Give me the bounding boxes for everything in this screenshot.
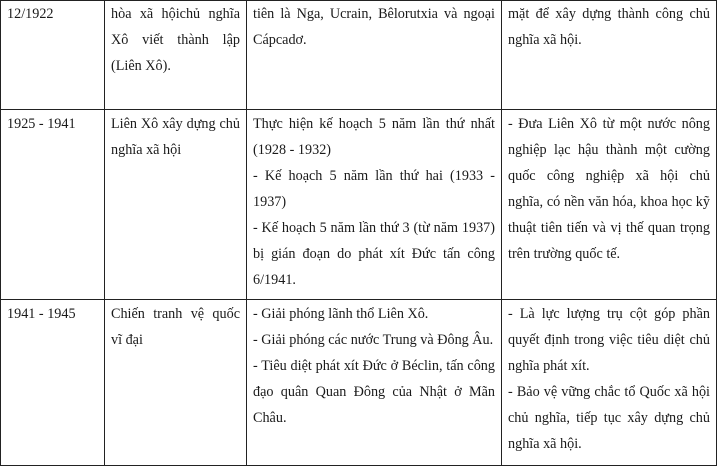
period-cell bbox=[1, 1, 105, 110]
content-line: - Tiêu diệt phát xít Đức ở Béclin, tấn công đạo quân Quan Đông của Nhật ở Mãn Châu. bbox=[253, 358, 495, 426]
content-cell bbox=[247, 300, 502, 466]
table-row bbox=[1, 1, 717, 110]
period-text: 12/1922 bbox=[7, 6, 54, 22]
period-cell bbox=[1, 110, 105, 300]
content-line: - Giải phóng lãnh thổ Liên Xô. bbox=[253, 306, 429, 322]
significance-line: - Là lực lượng trụ cột góp phần quyết định trong việc tiêu diệt chủ nghĩa phát xít. bbox=[508, 306, 710, 374]
significance-line: mặt để xây dựng thành công chủ nghĩa xã hội. bbox=[508, 6, 710, 48]
event-text: hòa xã hộichủ nghĩa Xô viết thành lập (Liên Xô). bbox=[111, 6, 240, 74]
content-cell bbox=[247, 1, 502, 110]
content-line: - Kế hoạch 5 năm lần thứ 3 (từ năm 1937) bị gián đoạn do phát xít Đức tấn công 6/1941. bbox=[253, 220, 495, 288]
significance-cell bbox=[502, 300, 717, 466]
content-line: - Giải phóng các nước Trung và Đông Âu. bbox=[253, 332, 494, 348]
table-row bbox=[1, 300, 717, 466]
significance-cell bbox=[502, 110, 717, 300]
content-line: Thực hiện kế hoạch 5 năm lần thứ nhất (1928 - 1932) bbox=[253, 116, 495, 158]
significance-cell bbox=[502, 1, 717, 110]
event-cell bbox=[105, 300, 247, 466]
content-line: - Kế hoạch 5 năm lần thứ hai (1933 - 1937) bbox=[253, 168, 495, 210]
table-row bbox=[1, 110, 717, 300]
event-cell bbox=[105, 1, 247, 110]
content-cell bbox=[247, 110, 502, 300]
period-cell bbox=[1, 300, 105, 466]
period-text: 1941 - 1945 bbox=[7, 306, 76, 322]
significance-line: - Bảo vệ vững chắc tổ Quốc xã hội chủ nghĩa, tiếp tục xây dựng chủ nghĩa xã hội. bbox=[508, 384, 710, 452]
content-line: tiên là Nga, Ucrain, Bêlorutxia và ngoại Cápcadơ. bbox=[253, 6, 495, 48]
event-text: Chiến tranh vệ quốc vĩ đại bbox=[111, 306, 240, 348]
significance-line: - Đưa Liên Xô từ một nước nông nghiệp lạc hậu thành một cường quốc công nghiệp xã hội chủ nghĩa, có nền văn hóa, khoa học kỹ thuật tiên tiến và vị thế quan trọng trên trường quốc tế. bbox=[508, 116, 710, 262]
event-cell bbox=[105, 110, 247, 300]
event-text: Liên Xô xây dựng chủ nghĩa xã hội bbox=[111, 116, 240, 158]
period-text: 1925 - 1941 bbox=[7, 116, 76, 132]
